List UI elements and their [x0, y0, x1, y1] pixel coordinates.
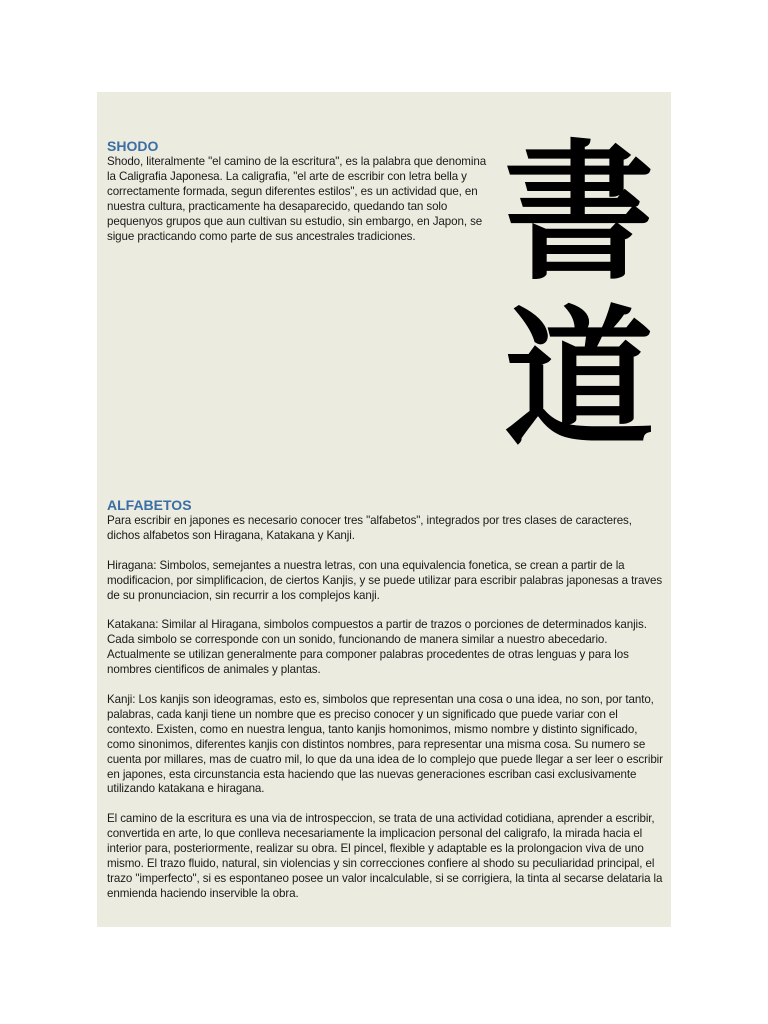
- kanji-paragraph: Kanji: Los kanjis son ideogramas, esto es, simbolos que representan una cosa o una idea, no son, por tanto, palabras, cada kanji tiene un nombre que es preciso conocer y un significado que puede variar con el contexto. Existen, como en nuestra lengua, tanto kanjis homonimos, mismo nombre y distinto significado, como sinonimos, diferentes kanjis con distintos nombres, para representar una misma cosa. Su numero se cuenta por millares, mas de cuatro mil, lo que da una idea de lo complejo que puede llegar a ser leer o escribir en japones, esta circunstancia esta haciendo que las nuevas generaciones escriban casi exclusivamente utilizando katakana e hiragana.: [107, 693, 663, 796]
- shodo-paragraph: Shodo, literalmente "el camino de la escritura", es la palabra que denomina la Caligrafia Japonesa. La caligrafia, "el arte de escribir con letra bella y correctamente formada, segun diferentes estilos", es un actividad que, en nuestra cultura, practicamente ha desaparecido, quedando tan solo pequenyos grupos que aun cultivan su estudio, sin embargo, en Japon, se sigue practicando como parte de sus ancestrales tradiciones.: [107, 155, 487, 243]
- shodo-calligraphy: [499, 125, 659, 482]
- hiragana-paragraph: Hiragana: Simbolos, semejantes a nuestra letras, con una equivalencia fonetica, se crean a partir de la modificacion, por simplificacion, de ciertos Kanjis, y se puede utilizar para escribir palabras japonesas a traves de su pronunciacion, sin recurrir a los complejos kanji.: [107, 559, 663, 602]
- camino-paragraph: El camino de la escritura es una via de introspeccion, se trata de una actividad cotidiana, aprender a escribir, convertida en arte, lo que conlleva necesariamente la implicacion personal del caligrafo, la mirada hacia el interior para, posteriormente, realizar su obra. El pincel, flexible y adaptable es la prolongacion viva de uno mismo. El trazo fluido, natural, sin violencias y sin correcciones confiere al shodo su peculiaridad principal, el trazo "imperfecto", si es espontaneo posee un valor incalculable, si se corrigiera, la tinta al secarse delataria la enmienda haciendo inservible la obra.: [107, 812, 663, 900]
- calligraphy-char-sho: 書: [503, 125, 654, 301]
- alfabetos-intro: Para escribir en japones es necesario conocer tres "alfabetos", integrados por tres clases de caracteres, dichos alfabetos son Hiragana, Katakana y Kanji.: [107, 514, 632, 542]
- calligraphy-char-do: 道: [503, 291, 654, 467]
- document-page: [97, 92, 671, 927]
- shodo-heading: SHODO: [107, 138, 159, 154]
- katakana-paragraph: Katakana: Similar al Hiragana, simbolos compuestos a partir de trazos o porciones de determinados kanjis. Cada simbolo se corresponde con un sonido, funcionando de manera similar a nuestro abecedario. Actualmente se utilizan generalmente para componer palabras procedentes de otras lenguas y para los nombres cientificos de animales y plantas.: [107, 618, 647, 676]
- alfabetos-heading: ALFABETOS: [107, 497, 192, 513]
